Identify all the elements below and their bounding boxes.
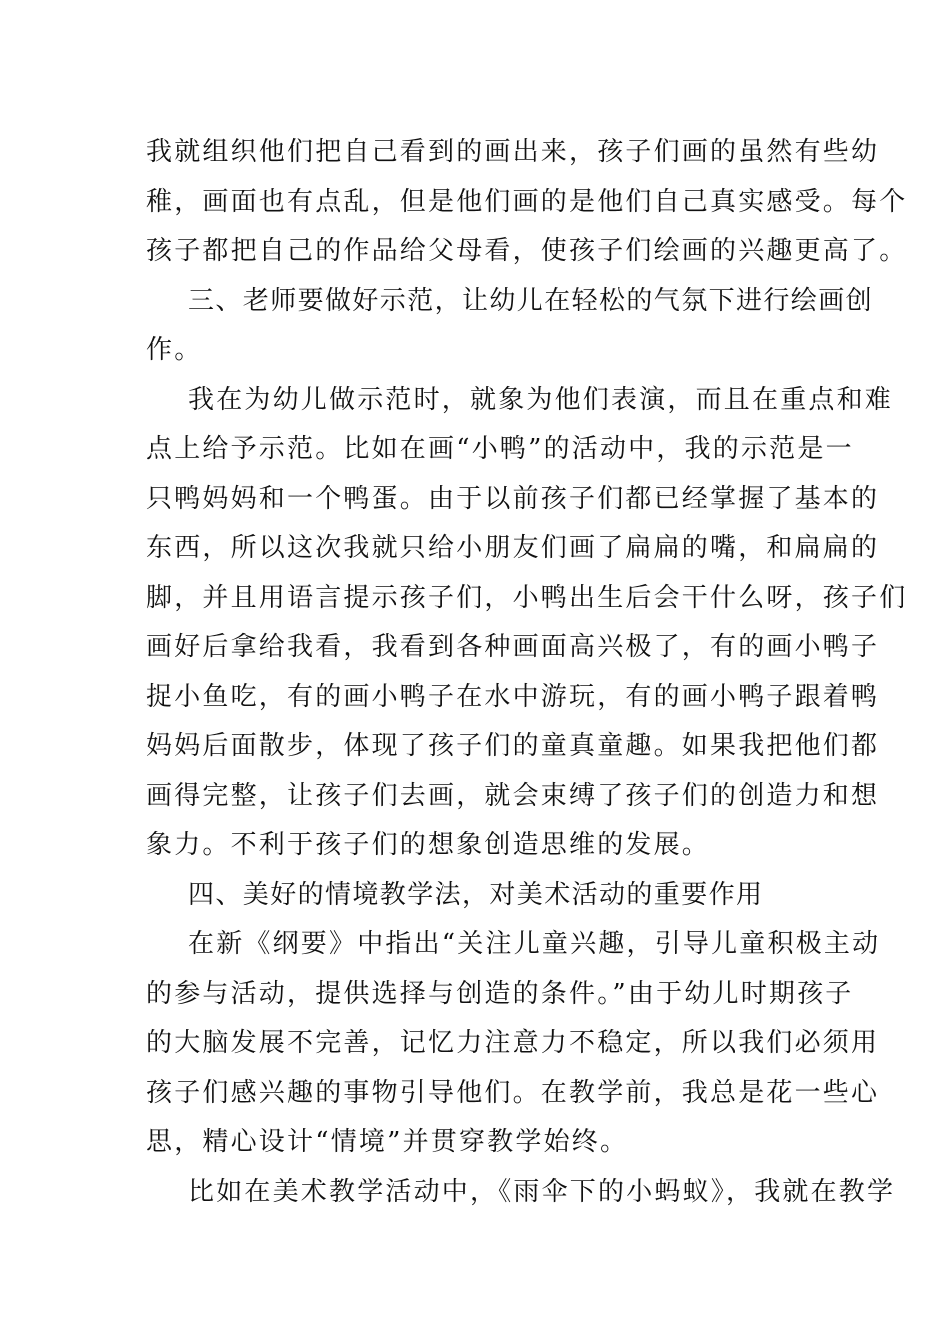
paragraph-line: 的大脑发展不完善，记忆力注意力不稳定，所以我们必须用 — [146, 1028, 880, 1058]
paragraph-line: 孩子都把自己的作品给父母看，使孩子们绘画的兴趣更高了。 — [146, 236, 908, 266]
section-heading-3: 三、老师要做好示范，让幼儿在轻松的气氛下进行绘画创 — [188, 285, 874, 316]
paragraph-line: 稚，画面也有点乱，但是他们画的是他们自己真实感受。每个 — [146, 186, 908, 217]
paragraph-line: 画好后拿给我看，我看到各种画面高兴极了，有的画小鸭子 — [146, 632, 880, 662]
document-body — [146, 128, 908, 1217]
paragraph-line: 孩子们感兴趣的事物引导他们。在教学前，我总是花一些心 — [146, 1077, 880, 1108]
paragraph-line: 的参与活动，提供选择与创造的条件。”由于幼儿时期孩子 — [146, 978, 854, 1009]
section-heading-3-continued: 作。 — [146, 335, 203, 365]
paragraph-line: 比如在美术教学活动中，《雨伞下的小蚂蚁》，我就在教学 — [188, 1176, 896, 1207]
section-heading-4: 四、美好的情境教学法，对美术活动的重要作用 — [188, 879, 764, 910]
paragraph-line: 在新《纲要》中指出“关注儿童兴趣，引导儿童积极主动 — [188, 929, 881, 959]
paragraph-line: 只鸭妈妈和一个鸭蛋。由于以前孩子们都已经掌握了基本的 — [146, 483, 880, 514]
paragraph-line: 我就组织他们把自己看到的画出来，孩子们画的虽然有些幼 — [146, 137, 880, 167]
paragraph-line: 象力。不利于孩子们的想象创造思维的发展。 — [146, 830, 711, 860]
paragraph-line: 我在为幼儿做示范时，就象为他们表演，而且在重点和难 — [188, 384, 894, 415]
paragraph-line: 思，精心设计“情境”并贯穿教学始终。 — [146, 1127, 629, 1157]
paragraph-line: 东西，所以这次我就只给小朋友们画了扁扁的嘴，和扁扁的 — [146, 533, 880, 563]
paragraph-line: 画得完整，让孩子们去画，就会束缚了孩子们的创造力和想 — [146, 780, 880, 811]
paragraph-line: 点上给予示范。比如在画“小鸭”的活动中，我的示范是一 — [146, 434, 854, 464]
paragraph-line: 脚，并且用语言提示孩子们，小鸭出生后会干什么呀，孩子们 — [146, 582, 908, 613]
paragraph-line: 捉小鱼吃，有的画小鸭子在水中游玩，有的画小鸭子跟着鸭 — [146, 681, 880, 712]
paragraph-line: 妈妈后面散步，体现了孩子们的童真童趣。如果我把他们都 — [146, 731, 880, 761]
